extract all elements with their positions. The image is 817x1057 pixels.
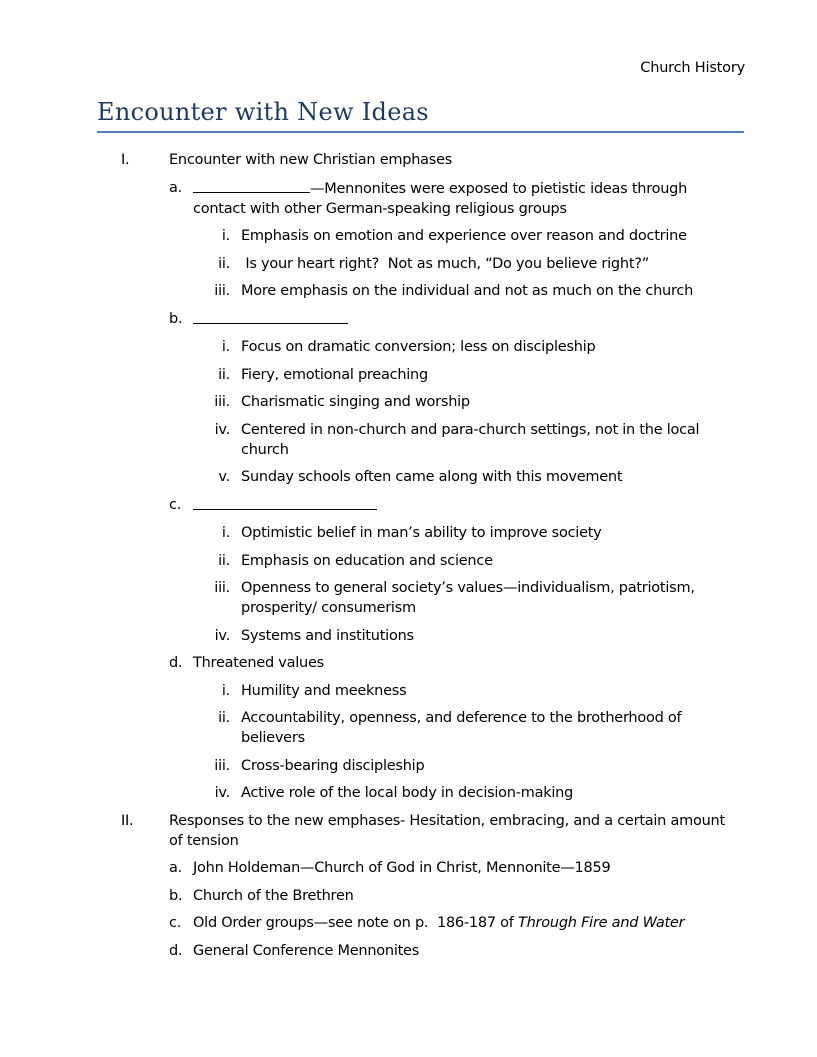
outline [0,150,817,968]
item-roman: i. [221,525,230,541]
item-text: Systems and institutions [241,627,414,644]
item-text-content: Old Order groups—see note on p. 186-187 of [193,915,518,931]
list-item [0,708,817,748]
list-item [0,254,817,274]
item-roman: ii. [218,710,230,726]
item-text: Emphasis on education and science [241,552,493,569]
item-roman: i. [221,339,230,355]
item-roman: iii. [214,394,230,410]
list-item [0,467,817,487]
list-item [0,523,817,543]
list-item [0,913,817,933]
item-text: Church of the Brethren [193,887,354,904]
item-text: Sunday schools often came along with this movement [241,469,623,485]
list-item [0,681,817,701]
section-number: I. [121,152,130,168]
item-text: General Conference Mennonites [193,942,420,959]
list-item [0,783,817,803]
item-text: Active role of the local body in decision-making [241,785,574,801]
outline-item-1b [0,309,817,330]
list-item [0,337,817,357]
page-title: Encounter with New Ideas [97,97,744,133]
item-letter: b. [169,310,183,327]
fill-in-blank [193,309,348,324]
fill-in-blank [193,495,377,510]
list-item [0,886,817,906]
list-item [0,365,817,385]
item-roman: iv. [214,627,230,644]
outline-section-1 [0,150,817,170]
item-letter: d. [169,655,183,671]
item-text: Charismatic singing and worship [241,394,470,410]
item-text [193,913,723,933]
item-text: More emphasis on the individual and not as much on the church [241,283,694,299]
item-letter: d. [169,942,183,959]
item-text [193,178,723,219]
list-item [0,281,817,301]
item-roman: ii. [218,255,230,272]
item-roman: iii. [214,580,230,596]
item-text: Is your heart right? Not as much, “Do you believe right?” [241,255,649,272]
list-item [0,858,817,878]
item-roman: i. [221,682,230,699]
section-number: II. [121,812,134,829]
item-text: Fiery, emotional preaching [241,366,428,383]
list-item [0,392,817,412]
item-text: Focus on dramatic conversion; less on discipleship [241,339,596,355]
list-item [0,756,817,776]
book-title: Through Fire and Water [518,915,685,931]
item-text [193,309,723,330]
list-item [0,578,817,618]
item-text: Threatened values [193,655,324,671]
item-text: Cross-bearing discipleship [241,757,425,774]
item-letter: a. [169,179,182,196]
list-item [0,626,817,646]
item-letter: c. [169,496,182,513]
item-roman: iv. [214,421,230,438]
item-text: Humility and meekness [241,682,407,699]
list-item [0,941,817,961]
fill-in-blank [193,178,310,193]
item-letter: b. [169,887,183,904]
section-heading: Responses to the new emphases- Hesitation, embracing, and a certain amount of tension [169,812,725,849]
item-text: Accountability, openness, and deference to the brotherhood of believers [241,710,682,746]
item-text-content: —Mennonites were exposed to pietistic ideas through contact with other German-speaking religious groups [193,180,688,217]
item-roman: iii. [214,283,230,299]
item-text: Openness to general society’s values—individualism, patriotism, prosperity/ consumerism [241,580,695,616]
section-heading: Encounter with new Christian emphases [169,152,453,168]
item-text: John Holdeman—Church of God in Christ, Mennonite—1859 [193,860,611,876]
outline-item-1c [0,495,817,516]
item-roman: i. [221,228,230,244]
list-item [0,551,817,571]
list-item [0,226,817,246]
item-roman: ii. [218,552,230,569]
outline-section-2 [0,811,817,851]
item-roman: ii. [218,366,230,383]
item-roman: iv. [214,785,230,801]
item-letter: c. [169,915,182,931]
item-roman: iii. [214,757,230,774]
list-item [0,420,817,460]
outline-item-1a [0,178,817,219]
item-roman: v. [218,469,230,485]
outline-item-1d [0,653,817,673]
item-letter: a. [169,860,182,876]
item-text: Centered in non-church and para-church settings, not in the local church [241,421,700,458]
running-head: Church History [640,60,745,76]
item-text: Emphasis on emotion and experience over reason and doctrine [241,228,687,244]
item-text [193,495,723,516]
item-text: Optimistic belief in man’s ability to improve society [241,525,602,541]
